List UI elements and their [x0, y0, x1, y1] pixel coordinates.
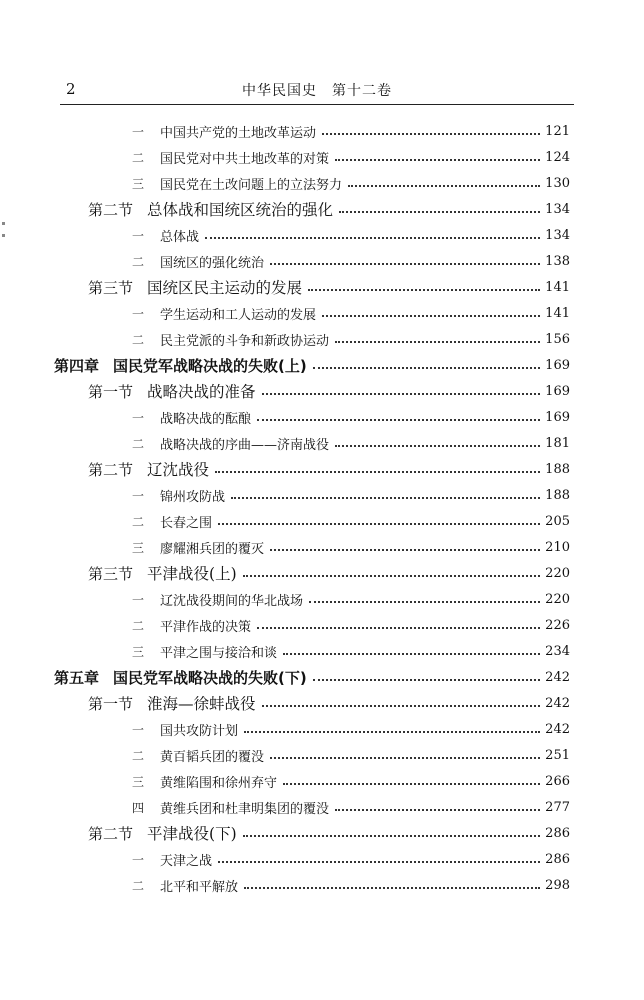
toc-entry-number: 二: [131, 254, 144, 269]
toc-entry-page: 169: [545, 409, 570, 425]
dot-leader: [270, 757, 540, 759]
dot-leader: [283, 783, 540, 785]
toc-entry: [54, 690, 570, 716]
toc-entry-number: 一: [131, 722, 144, 737]
toc-entry-number: 二: [131, 436, 144, 451]
dot-leader: [205, 237, 540, 239]
toc-entry-title: 中国共产党的土地改革运动: [160, 125, 317, 141]
toc-entry-page: 169: [545, 383, 570, 399]
toc-entry-number: 第三节: [88, 278, 134, 297]
dot-leader: [335, 159, 540, 161]
dot-leader: [270, 263, 540, 265]
toc-entry-title: 国民党军战略决战的失败(下): [113, 668, 307, 687]
toc-entry-page: 234: [545, 643, 570, 659]
dot-leader: [218, 861, 540, 863]
toc-entry-title: 国民党在土改问题上的立法努力: [160, 177, 343, 193]
toc-entry-page: 130: [545, 175, 570, 191]
dot-leader: [262, 393, 540, 395]
toc-entry-number: 三: [131, 774, 144, 789]
toc-entry: [54, 872, 570, 898]
toc-entry-page: 188: [545, 461, 570, 477]
toc-entry: [54, 534, 570, 560]
toc-entry-page: 134: [545, 227, 570, 243]
dot-leader: [243, 835, 540, 837]
toc-entry-number: 三: [131, 540, 144, 555]
dot-leader: [313, 679, 540, 681]
toc-entry-page: 286: [545, 825, 570, 841]
toc-entry: [54, 716, 570, 742]
toc-entry-title: 总体战和国统区统治的强化: [147, 201, 334, 219]
toc-entry-number: 三: [131, 644, 144, 659]
toc-entry: [54, 638, 570, 664]
toc-entry-title: 民主党派的斗争和新政协运动: [160, 333, 330, 349]
toc-entry: [54, 248, 570, 274]
toc-entry-title: 国统区民主运动的发展: [147, 279, 303, 297]
toc-entry-number: 第二节: [88, 200, 134, 219]
scan-speck: [2, 222, 5, 225]
toc-entry-number: 一: [131, 410, 144, 425]
toc-entry: [54, 560, 570, 586]
toc-entry-number: 第一节: [88, 694, 134, 713]
table-of-contents: [54, 118, 570, 898]
toc-entry: [54, 794, 570, 820]
toc-entry-number: 第四章: [54, 356, 100, 375]
dot-leader: [215, 471, 540, 473]
toc-entry-title: 平津战役(下): [147, 825, 237, 843]
dot-leader: [270, 549, 540, 551]
toc-entry-number: 二: [131, 332, 144, 347]
toc-entry-number: 四: [131, 800, 144, 815]
toc-entry: [54, 846, 570, 872]
toc-entry: [54, 586, 570, 612]
toc-entry-page: 121: [545, 123, 570, 139]
toc-entry-title: 辽沈战役: [147, 461, 210, 479]
toc-entry: [54, 196, 570, 222]
toc-entry: [54, 430, 570, 456]
toc-entry: [54, 820, 570, 846]
toc-entry-number: 第五章: [54, 668, 100, 687]
toc-entry-page: 141: [545, 305, 570, 321]
toc-entry-page: 169: [545, 357, 570, 373]
toc-entry-title: 辽沈战役期间的华北战场: [160, 593, 304, 609]
toc-entry: [54, 274, 570, 300]
toc-entry: [54, 144, 570, 170]
dot-leader: [308, 289, 540, 291]
dot-leader: [257, 627, 540, 629]
toc-entry: [54, 170, 570, 196]
toc-entry: [54, 482, 570, 508]
toc-entry-page: 205: [545, 513, 570, 529]
toc-entry-number: 第一节: [88, 382, 134, 401]
toc-entry-page: 226: [545, 617, 570, 633]
toc-entry-title: 国统区的强化统治: [160, 255, 265, 271]
toc-entry-title: 国民党对中共土地改革的对策: [160, 151, 330, 167]
toc-entry-title: 战略决战的酝酿: [160, 411, 252, 427]
dot-leader: [322, 133, 540, 135]
toc-entry-page: 242: [545, 669, 570, 685]
toc-entry-title: 淮海—徐蚌战役: [147, 695, 256, 713]
running-title: 中华民国史 第十二卷: [242, 83, 392, 99]
toc-entry: [54, 300, 570, 326]
toc-entry-number: 二: [131, 514, 144, 529]
dot-leader: [339, 211, 540, 213]
toc-entry-page: 210: [545, 539, 570, 555]
toc-entry: [54, 742, 570, 768]
toc-entry-page: 156: [545, 331, 570, 347]
toc-entry-number: 第二节: [88, 460, 134, 479]
toc-entry-number: 一: [131, 592, 144, 607]
dot-leader: [335, 341, 540, 343]
toc-entry: [54, 456, 570, 482]
toc-entry-page: 251: [545, 747, 570, 763]
page-header: [60, 80, 574, 102]
toc-entry-page: 266: [545, 773, 570, 789]
toc-entry-page: 277: [545, 799, 570, 815]
dot-leader: [262, 705, 540, 707]
toc-entry-number: 第三节: [88, 564, 134, 583]
dot-leader: [244, 887, 540, 889]
toc-entry-number: 一: [131, 488, 144, 503]
toc-entry-number: 一: [131, 852, 144, 867]
toc-entry-page: 242: [545, 695, 570, 711]
toc-entry-title: 锦州攻防战: [160, 489, 226, 505]
toc-entry: [54, 664, 570, 690]
toc-entry-title: 战略决战的序曲——济南战役: [160, 437, 330, 453]
toc-entry-page: 286: [545, 851, 570, 867]
toc-entry-title: 国共攻防计划: [160, 723, 239, 739]
dot-leader: [243, 575, 540, 577]
toc-entry-number: 二: [131, 150, 144, 165]
toc-entry: [54, 768, 570, 794]
toc-entry: [54, 378, 570, 404]
dot-leader: [283, 653, 540, 655]
toc-entry-title: 平津作战的决策: [160, 619, 252, 635]
toc-entry: [54, 326, 570, 352]
toc-entry-number: 一: [131, 228, 144, 243]
dot-leader: [257, 419, 540, 421]
dot-leader: [231, 497, 540, 499]
toc-entry: [54, 612, 570, 638]
dot-leader: [335, 809, 540, 811]
toc-entry-title: 黄维兵团和杜聿明集团的覆没: [160, 801, 330, 817]
toc-entry: [54, 508, 570, 534]
toc-entry-title: 长春之围: [160, 515, 213, 531]
toc-entry-page: 181: [545, 435, 570, 451]
toc-entry-number: 三: [131, 176, 144, 191]
toc-entry-page: 134: [545, 201, 570, 217]
toc-entry-page: 220: [545, 565, 570, 581]
toc-entry: [54, 222, 570, 248]
toc-entry-number: 二: [131, 748, 144, 763]
toc-entry: [54, 404, 570, 430]
header-rule: [60, 104, 574, 105]
toc-entry-title: 廖耀湘兵团的覆灭: [160, 541, 265, 557]
toc-entry-page: 220: [545, 591, 570, 607]
toc-entry-page: 138: [545, 253, 570, 269]
scan-speck: [2, 234, 5, 237]
toc-entry-number: 二: [131, 618, 144, 633]
toc-entry: [54, 118, 570, 144]
toc-entry-title: 天津之战: [160, 853, 213, 869]
toc-entry-number: 一: [131, 306, 144, 321]
dot-leader: [309, 601, 540, 603]
toc-entry-number: 二: [131, 878, 144, 893]
toc-entry-title: 总体战: [160, 229, 200, 245]
toc-entry-title: 战略决战的准备: [147, 383, 256, 401]
toc-entry-title: 黄百韬兵团的覆没: [160, 749, 265, 765]
toc-entry-title: 学生运动和工人运动的发展: [160, 307, 317, 323]
page-number: 2: [66, 80, 76, 98]
toc-entry-title: 平津之围与接洽和谈: [160, 645, 278, 661]
dot-leader: [244, 731, 540, 733]
toc-entry-number: 第二节: [88, 824, 134, 843]
toc-entry-page: 242: [545, 721, 570, 737]
toc-entry-title: 国民党军战略决战的失败(上): [113, 356, 307, 375]
dot-leader: [322, 315, 540, 317]
toc-entry-page: 124: [545, 149, 570, 165]
toc-entry-title: 北平和平解放: [160, 879, 239, 895]
toc-entry-title: 黄维陷围和徐州弃守: [160, 775, 278, 791]
toc-entry-number: 一: [131, 124, 144, 139]
toc-entry-page: 188: [545, 487, 570, 503]
toc-entry-page: 141: [545, 279, 570, 295]
dot-leader: [313, 367, 540, 369]
dot-leader: [335, 445, 540, 447]
toc-entry: [54, 352, 570, 378]
toc-entry-page: 298: [545, 877, 570, 893]
toc-entry-title: 平津战役(上): [147, 565, 237, 583]
dot-leader: [348, 185, 540, 187]
dot-leader: [218, 523, 540, 525]
